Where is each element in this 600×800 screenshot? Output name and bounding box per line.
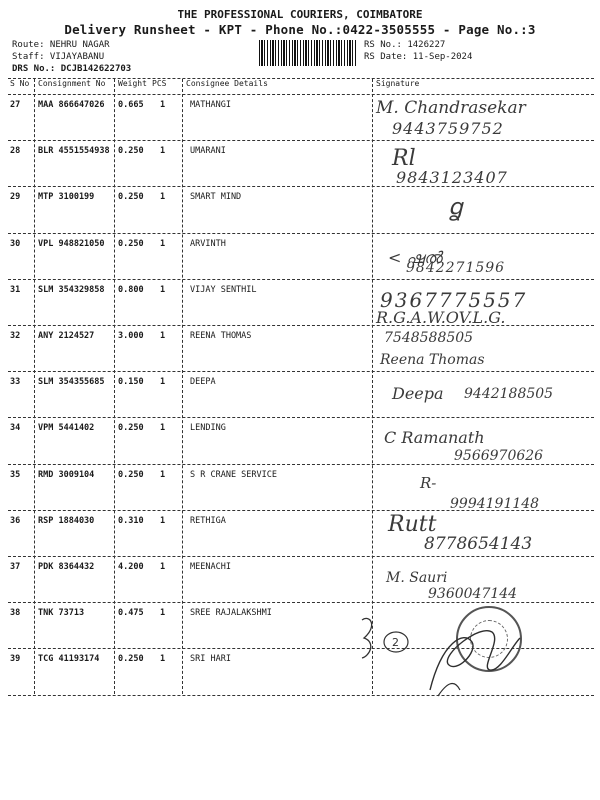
row-sno: 34 xyxy=(10,423,21,434)
row-divider xyxy=(8,602,594,603)
row-divider xyxy=(8,233,594,234)
row-sno: 30 xyxy=(10,238,21,249)
row-sno: 38 xyxy=(10,608,21,619)
row-weight: 4.200 xyxy=(118,562,144,572)
signature-scribble xyxy=(356,612,416,662)
row-consignment-no: BLR 4551554938 xyxy=(38,146,110,157)
barcode xyxy=(259,40,356,66)
signature-handwriting: Rl xyxy=(392,146,416,171)
row-consignee: DEEPA xyxy=(190,377,216,388)
row-weight: 0.250 xyxy=(118,238,144,249)
row-sno: 32 xyxy=(10,331,21,341)
company-title: THE PROFESSIONAL COURIERS, COIMBATORE xyxy=(177,8,423,21)
row-consignee: UMARANI xyxy=(190,146,226,157)
row-consignment-no: MAA 866647026 xyxy=(38,100,105,110)
table-header-rule xyxy=(8,94,594,95)
row-consignment-no: TCG 41193174 xyxy=(38,654,100,665)
signature-phone: 9443759752 xyxy=(392,119,504,138)
signature-phone: 8778654143 xyxy=(424,534,533,554)
row-consignment-no: VPM 5441402 xyxy=(38,423,95,434)
row-sno: 37 xyxy=(10,562,21,572)
row-consignment-no: PDK 8364432 xyxy=(38,562,95,572)
row-weight: 0.250 xyxy=(118,654,144,665)
drs-number: DRS No.: DCJB142622703 xyxy=(12,64,132,74)
row-sno: 29 xyxy=(10,192,21,203)
row-consignment-no: TNK 73713 xyxy=(38,608,85,619)
signature-scribble xyxy=(420,612,530,702)
signature-handwriting: M. Sauri xyxy=(386,570,448,586)
row-sno: 28 xyxy=(10,146,21,157)
row-consignee: REENA THOMAS xyxy=(190,331,252,341)
row-divider xyxy=(8,279,594,280)
row-weight: 0.250 xyxy=(118,423,144,434)
row-consignee: SRI HARI xyxy=(190,654,231,665)
rs-date: RS Date: 11-Sep-2024 xyxy=(364,52,473,62)
row-consignee: SMART MIND xyxy=(190,192,242,203)
row-pcs: 1 xyxy=(160,146,166,157)
signature-handwriting: Reena Thomas xyxy=(380,352,485,368)
row-weight: 0.665 xyxy=(118,100,144,110)
row-divider xyxy=(8,325,594,326)
row-sno: 33 xyxy=(10,377,21,388)
row-consignment-no: SLM 354329858 xyxy=(38,284,105,295)
row-weight: 0.800 xyxy=(118,284,144,295)
signature-phone: 9367775557 xyxy=(380,288,528,312)
signature-scribble: < ഷൽ xyxy=(388,248,442,267)
signature-scribble: ꬶ xyxy=(448,193,463,221)
signature-handwriting: Deepa xyxy=(392,384,444,403)
row-consignee: ARVINTH xyxy=(190,238,226,249)
row-weight: 0.475 xyxy=(118,608,144,619)
row-weight: 0.250 xyxy=(118,192,144,203)
signature-phone: 9442188505 xyxy=(464,386,554,402)
row-divider xyxy=(8,417,594,418)
signature-phone: 9994191148 xyxy=(450,496,540,512)
row-pcs: 1 xyxy=(160,469,166,480)
row-divider xyxy=(8,371,594,372)
row-sno: 27 xyxy=(10,100,21,110)
row-consignee: RETHIGA xyxy=(190,515,226,526)
row-consignment-no: RMD 3009104 xyxy=(38,469,95,480)
row-pcs: 1 xyxy=(160,608,166,619)
row-pcs: 1 xyxy=(160,238,166,249)
staff-label: Staff: VIJAYABANU xyxy=(12,52,105,62)
row-consignment-no: VPL 948821050 xyxy=(38,238,105,249)
row-consignment-no: ANY 2124527 xyxy=(38,331,95,341)
route-label: Route: NEHRU NAGAR xyxy=(12,40,110,50)
row-sno: 36 xyxy=(10,515,21,526)
row-pcs: 1 xyxy=(160,562,166,572)
col-header-consignment: Consignment No xyxy=(38,79,106,88)
row-pcs: 1 xyxy=(160,654,166,665)
row-divider xyxy=(8,556,594,557)
runsheet-subtitle: Delivery Runsheet - KPT - Phone No.:0422-3505555 - Page No.:3 xyxy=(64,22,536,37)
signature-phone: 9566970626 xyxy=(454,448,544,464)
row-consignee: LENDING xyxy=(190,423,226,434)
col-header-consignee: Consignee Details xyxy=(186,79,268,88)
row-sno: 35 xyxy=(10,469,21,480)
svg-text:2: 2 xyxy=(392,636,399,649)
col-header-pcs: PCS xyxy=(152,79,167,88)
rs-number: RS No.: 1426227 xyxy=(364,40,446,50)
signature-phone: 9842271596 xyxy=(406,260,506,276)
row-consignee: S R CRANE SERVICE xyxy=(190,469,277,480)
col-header-sno: S No xyxy=(10,79,30,88)
signature-scribble: R.G.A.W.OV.L.G. xyxy=(376,308,506,327)
signature-phone: 9843123407 xyxy=(396,168,508,187)
row-weight: 0.150 xyxy=(118,377,144,388)
row-pcs: 1 xyxy=(160,515,166,526)
row-consignee: MEENACHI xyxy=(190,562,231,572)
row-weight: 0.250 xyxy=(118,469,144,480)
row-pcs: 1 xyxy=(160,100,166,110)
row-consignment-no: RSP 1884030 xyxy=(38,515,95,526)
signature-handwriting: C Ramanath xyxy=(384,428,485,447)
row-consignee: MATHANGI xyxy=(190,100,231,110)
row-consignee: VIJAY SENTHIL xyxy=(190,284,257,295)
row-pcs: 1 xyxy=(160,377,166,388)
row-weight: 0.250 xyxy=(118,146,144,157)
row-consignment-no: MTP 3100199 xyxy=(38,192,95,203)
row-pcs: 1 xyxy=(160,192,166,203)
row-weight: 3.000 xyxy=(118,331,144,341)
signature-phone: 9360047144 xyxy=(428,586,518,602)
signature-phone: 7548588505 xyxy=(384,330,474,346)
col-header-signature: Signature xyxy=(376,79,420,88)
row-weight: 0.310 xyxy=(118,515,144,526)
row-sno: 39 xyxy=(10,654,21,665)
row-divider xyxy=(8,140,594,141)
signature-handwriting: R- xyxy=(420,474,437,492)
row-pcs: 1 xyxy=(160,423,166,434)
row-consignment-no: SLM 354355685 xyxy=(38,377,105,388)
signature-handwriting: M. Chandrasekar xyxy=(376,98,526,118)
row-consignee: SREE RAJALAKSHMI xyxy=(190,608,272,619)
col-header-weight: Weight xyxy=(118,79,147,88)
signature-handwriting: Rutt xyxy=(388,512,437,537)
row-pcs: 1 xyxy=(160,331,166,341)
row-pcs: 1 xyxy=(160,284,166,295)
row-sno: 31 xyxy=(10,284,21,295)
